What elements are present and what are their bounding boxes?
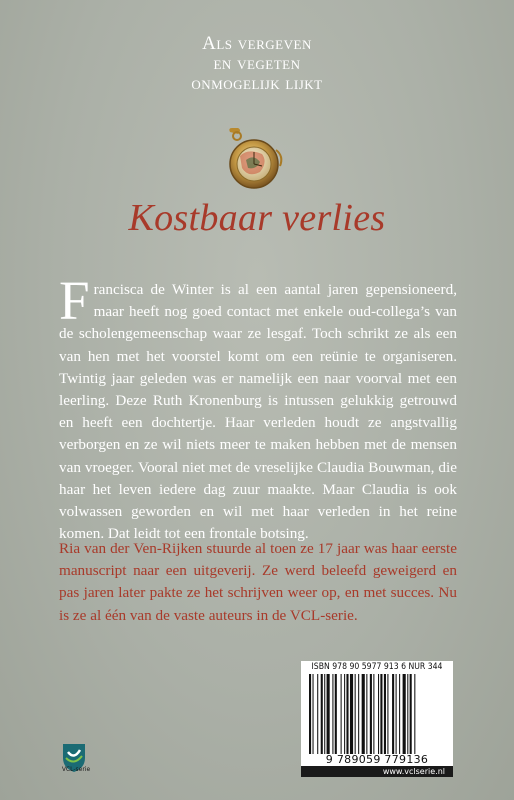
book-title: Kostbaar verlies — [128, 197, 386, 239]
book-blurb — [59, 270, 457, 545]
tagline-line-3: onmogelijk lijkt — [191, 73, 323, 94]
barcode-label — [301, 661, 453, 777]
blurb-dropcap: F — [59, 270, 90, 331]
publisher-logo-text: VCL-serie — [61, 766, 91, 773]
pocket-watch-brooch-icon — [218, 126, 290, 196]
publisher-url-bar — [301, 766, 453, 777]
tagline-line-1: Als vergeven — [202, 33, 312, 54]
barcode-bars — [309, 674, 446, 754]
barcode-digits: 9 789059 779136 — [325, 753, 429, 766]
tagline-line-2: en vegeten — [213, 53, 301, 74]
blurb-text: rancisca de Winter is al een aantal jaren gepensioneerd, maar heeft nog goed contact met enkele oud-collega’s van de scholengemeenschap waar ze lesgaf. Toch schrikt ze als een van hen met het voorstel komt om een reünie te organiseren. Twintig jaar geleden was er namelijk een naar voorval met een leerling. Deze Ruth Kronenburg is intussen gelukkig getrouwd en heeft een dochtertje. Haar verleden houdt ze angstvallig verborgen en ze wil niets meer te maken hebben met de mensen van vroeger. Vooral niet met de vreselijke Claudia Bouwman, die haar het leven iedere dag zuur maakte. Maar Claudia is ook volwassen geworden en wil met haar verleden in het reine komen. Dat leidt tot een frontale botsing. — [59, 281, 457, 543]
author-bio: Ria van der Ven-Rijken stuurde al toen ze 17 jaar was haar eerste manuscript naar een uitgeverij. Ze werd beleefd geweigerd en pas jaren later pakte ze het schrijven weer op, en met succes. Nu is ze al één van de vaste auteurs in de VCL-serie. — [59, 540, 457, 624]
tagline — [0, 34, 514, 94]
publisher-url: www.vclserie.nl — [382, 767, 445, 776]
isbn-line: ISBN 978 90 5977 913 6 NUR 344 — [311, 662, 443, 672]
